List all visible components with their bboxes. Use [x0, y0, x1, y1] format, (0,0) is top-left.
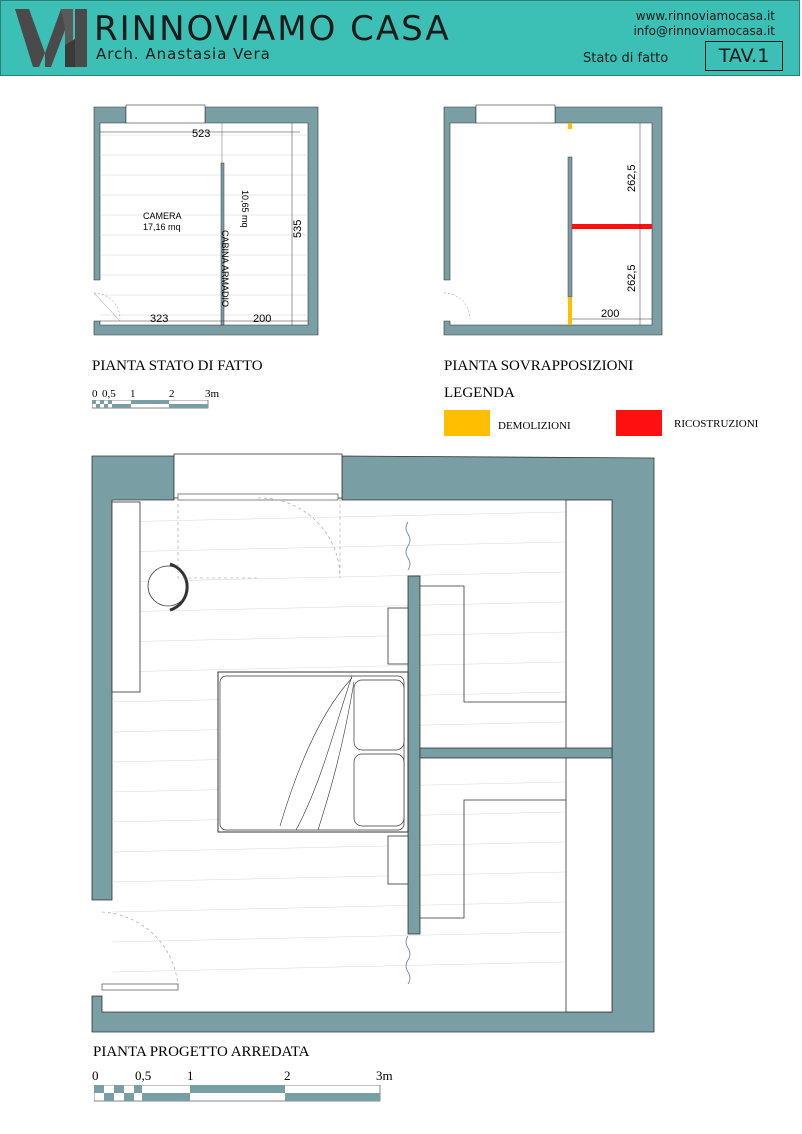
dim-lower: 262,5 [626, 264, 638, 292]
dim-bottom-left: 323 [150, 313, 169, 325]
company-title: RINNOVIAMO CASA [94, 9, 451, 49]
legend-label-ricostruzioni: RICOSTRUZIONI [674, 418, 759, 430]
architect-name: Arch. Anastasia Vera [96, 45, 271, 63]
dim-upper: 262,5 [626, 164, 638, 192]
dim-side: 535 [292, 219, 304, 238]
title-block-header [0, 0, 800, 76]
scale-large-label-1: 1 [187, 1068, 194, 1083]
dim-top: 523 [192, 128, 211, 140]
scale-small-label-2: 2 [169, 388, 175, 400]
scale-small-label-0: 0 [92, 388, 98, 400]
email-text: info@rinnoviamocasa.it [633, 24, 775, 38]
scale-small-label-3m: 3m [205, 388, 220, 400]
caption-project-plan: PIANTA PROGETTO ARREDATA [93, 1044, 310, 1060]
sheet-state: Stato di fatto [583, 51, 669, 66]
overlay-plan-drawing [430, 95, 680, 350]
dim-bottom-right: 200 [253, 313, 272, 325]
room-area-camera: 17,16 mq [143, 222, 181, 232]
sheet-number-box: TAV.1 [705, 41, 783, 71]
scale-small-label-1: 1 [130, 388, 136, 400]
legend-swatch-demolizioni [444, 410, 490, 436]
scale-large-label-2: 2 [284, 1068, 291, 1083]
scale-bar-large [94, 1085, 384, 1105]
scale-large-label-3m: 3m [376, 1068, 393, 1083]
legend-label-demolizioni: DEMOLIZIONI [498, 420, 571, 432]
legend-swatch-ricostruzioni [616, 410, 662, 436]
room-label-cabina [220, 230, 230, 307]
scale-small-label-05: 0,5 [102, 388, 116, 400]
caption-existing-plan: PIANTA STATO DI FATTO [92, 358, 263, 374]
dim-overlay-bottom: 200 [601, 308, 620, 320]
legend-title: LEGENDA [444, 385, 515, 401]
room-label-cabina-name: CABINA ARMADIO [220, 230, 230, 308]
caption-overlay-plan: PIANTA SOVRAPPOSIZIONI [444, 358, 634, 374]
room-label-camera: CAMERA [143, 211, 182, 221]
company-logo [15, 9, 93, 67]
scale-large-label-05: 0,5 [135, 1068, 152, 1083]
project-plan-drawing [90, 452, 660, 1034]
website-text: www.rinnoviamocasa.it [635, 9, 775, 23]
room-area-cabina: 10,65 mq [240, 190, 250, 228]
scale-bar-small [92, 400, 212, 410]
scale-large-label-0: 0 [92, 1068, 99, 1083]
